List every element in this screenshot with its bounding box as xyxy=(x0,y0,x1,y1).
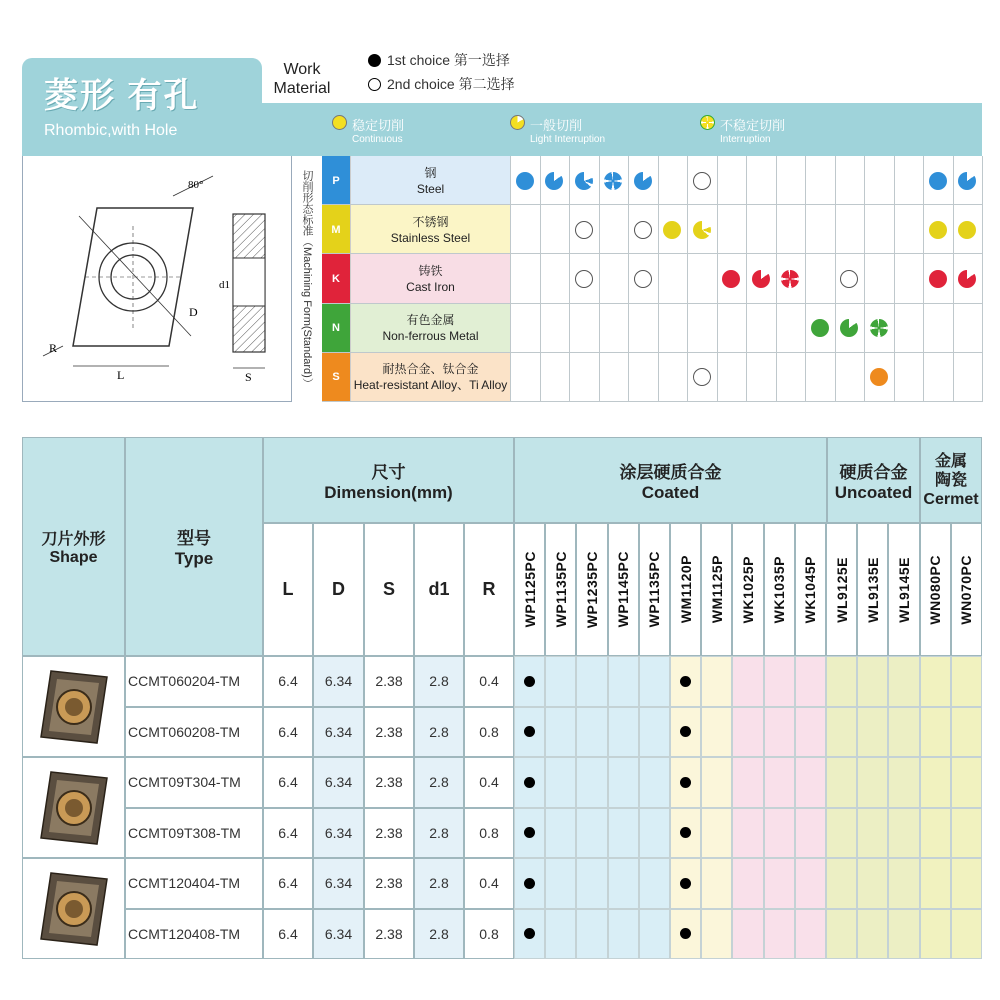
cutting-mark-full-c xyxy=(929,221,947,239)
grade-cell xyxy=(826,808,857,859)
dim-cell-r: 0.4 xyxy=(464,858,514,909)
angle-label: 80° xyxy=(188,179,204,191)
type-cell: CCMT120404-TM xyxy=(125,858,263,909)
grade-cell xyxy=(857,707,888,758)
grade-cell xyxy=(576,909,607,960)
dim-cell-s: 2.38 xyxy=(364,909,414,960)
col-divider xyxy=(953,156,954,402)
cutting-mark-open-c xyxy=(575,270,593,288)
dim-cell-r: 0.4 xyxy=(464,757,514,808)
grade-cell xyxy=(920,707,951,758)
col-divider xyxy=(540,156,541,402)
grade-cell xyxy=(608,757,639,808)
grade-cell xyxy=(732,808,763,859)
grade-cell xyxy=(826,909,857,960)
grade-cell xyxy=(576,757,607,808)
material-name-en: Non-ferrous Metal xyxy=(382,329,479,344)
grade-cell xyxy=(764,808,795,859)
grade-cell xyxy=(670,909,701,960)
cutting-mark-full-c xyxy=(958,221,976,239)
dim-cell-s: 2.38 xyxy=(364,656,414,707)
material-name-en: Stainless Steel xyxy=(390,230,471,245)
grade-header xyxy=(545,523,576,656)
col-divider xyxy=(746,156,747,402)
col-divider xyxy=(982,156,983,402)
grade-cell xyxy=(888,757,919,808)
first-choice-dot xyxy=(524,726,535,737)
grade-cell xyxy=(857,909,888,960)
grade-label: WM1125P xyxy=(708,555,725,624)
title-english: Rhombic,with Hole xyxy=(44,122,178,139)
grade-header xyxy=(639,523,670,656)
grade-cell xyxy=(795,656,826,707)
cutting-mark-light-c xyxy=(575,172,593,190)
grade-label: WP1125PC xyxy=(521,551,538,628)
cutting-mark-light-c xyxy=(693,221,711,239)
grade-cell xyxy=(732,757,763,808)
first-choice-dot xyxy=(524,878,535,889)
col-divider xyxy=(599,156,600,402)
dim-cell-d: 6.34 xyxy=(313,858,364,909)
grade-cell xyxy=(951,757,982,808)
material-name-cn: 不锈钢 xyxy=(412,214,449,229)
dim-cell-l: 6.4 xyxy=(263,656,313,707)
first-choice-legend: 1st choice 第一选择 xyxy=(368,50,515,70)
grade-cell xyxy=(514,707,545,758)
dim-cell-s: 2.38 xyxy=(364,808,414,859)
material-name-cn: 钢 xyxy=(424,165,437,180)
cermet-header: 金属陶瓷 Cermet xyxy=(920,437,982,523)
grade-label: WL9145E xyxy=(895,556,912,623)
material-code-k: K xyxy=(322,254,350,303)
hole-diameter-label: d1 xyxy=(219,279,230,291)
grade-cell xyxy=(857,808,888,859)
cutting-mark-full-c xyxy=(870,368,888,386)
grade-label: WP1135PC xyxy=(552,551,569,628)
grade-header xyxy=(920,523,951,656)
first-choice-dot xyxy=(680,827,691,838)
cutting-mark-full-c xyxy=(811,319,829,337)
material-name-cn: 铸铁 xyxy=(418,263,443,278)
col-divider xyxy=(628,156,629,402)
uncoated-header: 硬质合金 Uncoated xyxy=(827,437,920,523)
cutting-mark-open-c xyxy=(693,172,711,190)
dim-column-s: S xyxy=(364,523,414,656)
cutting-mark-open-c xyxy=(634,221,652,239)
grade-cell xyxy=(888,909,919,960)
grade-cell xyxy=(670,707,701,758)
material-name-en: Cast Iron xyxy=(406,279,455,294)
insert-diagram xyxy=(23,156,293,402)
choice-legend xyxy=(368,50,515,94)
col-divider xyxy=(835,156,836,402)
grade-cell xyxy=(764,858,795,909)
grade-cell xyxy=(795,757,826,808)
dim-cell-d: 6.34 xyxy=(313,707,364,758)
grade-cell xyxy=(920,656,951,707)
first-choice-dot xyxy=(524,777,535,788)
dimension-header: 尺寸 Dimension(mm) xyxy=(263,437,514,523)
first-choice-dot xyxy=(680,676,691,687)
grade-label: WL9135E xyxy=(864,556,881,623)
cutting-mark-full-c xyxy=(663,221,681,239)
grade-label: WP1235PC xyxy=(583,550,600,629)
second-choice-legend: 2nd choice 第二选择 xyxy=(368,74,515,94)
grade-cell xyxy=(514,757,545,808)
dim-column-r: R xyxy=(464,523,514,656)
dim-cell-s: 2.38 xyxy=(364,757,414,808)
grade-label: WP1135PC xyxy=(646,551,663,628)
grade-cell xyxy=(951,858,982,909)
grade-header xyxy=(857,523,888,656)
grade-cell xyxy=(670,656,701,707)
title-chinese: 菱形 有孔 xyxy=(44,77,200,115)
first-choice-dot xyxy=(680,878,691,889)
condition-light-interruption: 一般切削 Light Interruption xyxy=(510,115,605,145)
dim-cell-r: 0.8 xyxy=(464,707,514,758)
col-divider xyxy=(569,156,570,402)
grade-cell xyxy=(857,858,888,909)
grade-cell xyxy=(608,858,639,909)
first-choice-dot xyxy=(524,827,535,838)
grade-header xyxy=(514,523,545,656)
grade-header xyxy=(764,523,795,656)
material-code-n: N xyxy=(322,304,350,353)
grade-header xyxy=(951,523,982,656)
grade-cell xyxy=(888,808,919,859)
grade-cell xyxy=(639,909,670,960)
grade-cell xyxy=(576,858,607,909)
col-divider xyxy=(864,156,865,402)
col-divider xyxy=(776,156,777,402)
type-cell: CCMT060204-TM xyxy=(125,656,263,707)
light-interruption-icon xyxy=(510,115,525,130)
grade-cell xyxy=(920,909,951,960)
grade-cell xyxy=(639,757,670,808)
grade-cell xyxy=(826,757,857,808)
grade-cell xyxy=(639,808,670,859)
grade-cell xyxy=(670,808,701,859)
grade-cell xyxy=(608,707,639,758)
grade-cell xyxy=(608,808,639,859)
cutting-mark-full-c xyxy=(516,172,534,190)
grade-cell xyxy=(857,656,888,707)
col-divider xyxy=(894,156,895,402)
col-divider xyxy=(923,156,924,402)
dim-cell-d1: 2.8 xyxy=(414,808,464,859)
type-header: 型号 Type xyxy=(125,437,263,656)
grade-cell xyxy=(795,707,826,758)
grade-header xyxy=(701,523,732,656)
grade-cell xyxy=(701,909,732,960)
cutting-mark-cont-c xyxy=(958,270,976,288)
grade-cell xyxy=(545,757,576,808)
dim-cell-d: 6.34 xyxy=(313,909,364,960)
grade-cell xyxy=(670,858,701,909)
grade-cell xyxy=(701,656,732,707)
material-name-en: Steel xyxy=(416,181,445,196)
insert-drawing xyxy=(22,156,292,402)
grade-cell xyxy=(701,858,732,909)
cutting-mark-cont-c xyxy=(634,172,652,190)
grade-cell xyxy=(795,808,826,859)
cutting-mark-cont-c xyxy=(545,172,563,190)
cutting-mark-interrupt xyxy=(781,270,799,288)
grade-header xyxy=(826,523,857,656)
dim-cell-d1: 2.8 xyxy=(414,707,464,758)
dim-cell-r: 0.8 xyxy=(464,808,514,859)
grade-header xyxy=(888,523,919,656)
dim-cell-r: 0.4 xyxy=(464,656,514,707)
material-name-cn: 耐热合金、钛合金 xyxy=(382,362,479,377)
row-divider xyxy=(322,401,982,402)
grade-cell xyxy=(920,858,951,909)
cutting-mark-open-full xyxy=(575,221,593,239)
material-name-en: Heat-resistant Alloy、Ti Alloy xyxy=(353,378,508,393)
insert-shape-image xyxy=(22,858,125,959)
grade-cell xyxy=(732,909,763,960)
dim-cell-l: 6.4 xyxy=(263,757,313,808)
type-cell: CCMT060208-TM xyxy=(125,707,263,758)
dim-cell-d: 6.34 xyxy=(313,656,364,707)
grade-cell xyxy=(576,707,607,758)
first-choice-dot xyxy=(680,777,691,788)
cutting-mark-open-c xyxy=(693,368,711,386)
grade-cell xyxy=(514,656,545,707)
filled-circle-icon xyxy=(368,54,381,67)
grade-header xyxy=(732,523,763,656)
dim-cell-d1: 2.8 xyxy=(414,858,464,909)
dim-cell-r: 0.8 xyxy=(464,909,514,960)
insert-shape-image xyxy=(22,656,125,757)
dim-cell-d1: 2.8 xyxy=(414,909,464,960)
grade-label: WN070PC xyxy=(958,554,975,625)
dim-column-l: L xyxy=(263,523,313,656)
grade-cell xyxy=(545,909,576,960)
type-cell: CCMT120408-TM xyxy=(125,909,263,960)
grade-cell xyxy=(576,656,607,707)
grade-cell xyxy=(701,808,732,859)
insert-shape-image xyxy=(22,757,125,858)
grade-cell xyxy=(576,808,607,859)
grade-cell xyxy=(888,707,919,758)
grade-cell xyxy=(670,757,701,808)
material-name xyxy=(350,205,510,254)
grade-cell xyxy=(514,909,545,960)
first-choice-dot xyxy=(524,928,535,939)
first-choice-dot xyxy=(680,928,691,939)
condition-continuous: 稳定切削 Continuous xyxy=(332,115,404,145)
grade-cell xyxy=(608,656,639,707)
length-label: L xyxy=(117,368,125,382)
continuous-cut-icon xyxy=(332,115,347,130)
grade-cell xyxy=(826,858,857,909)
dim-column-d: D xyxy=(313,523,364,656)
grade-cell xyxy=(795,909,826,960)
dim-cell-d1: 2.8 xyxy=(414,656,464,707)
open-circle-icon xyxy=(368,78,381,91)
col-divider xyxy=(717,156,718,402)
grade-cell xyxy=(701,707,732,758)
grade-label: WP1145PC xyxy=(615,551,632,628)
material-code-m: M xyxy=(322,205,350,254)
grade-cell xyxy=(608,909,639,960)
grade-cell xyxy=(639,656,670,707)
grade-cell xyxy=(951,808,982,859)
grade-cell xyxy=(545,707,576,758)
dim-cell-l: 6.4 xyxy=(263,808,313,859)
grade-header xyxy=(670,523,701,656)
grade-cell xyxy=(951,909,982,960)
grade-cell xyxy=(951,707,982,758)
cutting-mark-cont-c xyxy=(840,319,858,337)
col-divider xyxy=(687,156,688,402)
grade-cell xyxy=(514,858,545,909)
grade-cell xyxy=(639,707,670,758)
dim-cell-l: 6.4 xyxy=(263,858,313,909)
interruption-icon xyxy=(700,115,715,130)
grade-cell xyxy=(826,656,857,707)
grade-cell xyxy=(514,808,545,859)
machining-form-label: 切削形态标准（Machining Form(Standard)） xyxy=(301,169,313,389)
dim-cell-s: 2.38 xyxy=(364,707,414,758)
material-name xyxy=(350,304,510,353)
grade-cell xyxy=(888,858,919,909)
grade-cell xyxy=(920,808,951,859)
grade-cell xyxy=(545,858,576,909)
dim-cell-s: 2.38 xyxy=(364,858,414,909)
cutting-mark-full-c xyxy=(929,172,947,190)
grade-header xyxy=(608,523,639,656)
cutting-mark-cont-c xyxy=(958,172,976,190)
first-choice-dot xyxy=(524,676,535,687)
type-cell: CCMT09T308-TM xyxy=(125,808,263,859)
dim-cell-d: 6.34 xyxy=(313,808,364,859)
cutting-mark-open-c xyxy=(634,270,652,288)
condition-interruption: 不稳定切削 Interruption xyxy=(700,115,785,145)
grade-cell xyxy=(545,656,576,707)
grade-cell xyxy=(764,707,795,758)
grade-label: WK1045P xyxy=(802,555,819,624)
diameter-label: D xyxy=(189,305,198,319)
material-name xyxy=(350,254,510,303)
grade-cell xyxy=(545,808,576,859)
grade-label: WK1035P xyxy=(771,555,788,624)
grade-label: WK1025P xyxy=(739,555,756,624)
dim-cell-l: 6.4 xyxy=(263,707,313,758)
dim-cell-l: 6.4 xyxy=(263,909,313,960)
grade-cell xyxy=(795,858,826,909)
grade-cell xyxy=(701,757,732,808)
first-choice-dot xyxy=(680,726,691,737)
grade-label: WN080PC xyxy=(927,554,944,625)
col-divider xyxy=(658,156,659,402)
dim-cell-d: 6.34 xyxy=(313,757,364,808)
radius-label: R xyxy=(49,341,58,355)
material-code-p: P xyxy=(322,156,350,205)
grade-label: WM1120P xyxy=(677,555,694,624)
material-name xyxy=(350,156,510,205)
grade-cell xyxy=(764,909,795,960)
grade-cell xyxy=(857,757,888,808)
cutting-mark-open-c xyxy=(840,270,858,288)
dim-cell-d1: 2.8 xyxy=(414,757,464,808)
cutting-mark-interrupt xyxy=(604,172,622,190)
cutting-mark-interrupt xyxy=(870,319,888,337)
col-divider xyxy=(805,156,806,402)
cutting-mark-full-c xyxy=(929,270,947,288)
grade-cell xyxy=(732,656,763,707)
grade-cell xyxy=(951,656,982,707)
grade-cell xyxy=(920,757,951,808)
grade-header xyxy=(795,523,826,656)
grade-header xyxy=(576,523,607,656)
thickness-label: S xyxy=(245,370,252,384)
cutting-mark-cont-c xyxy=(752,270,770,288)
cutting-mark-full-c xyxy=(722,270,740,288)
grade-cell xyxy=(764,757,795,808)
material-code-s: S xyxy=(322,353,350,402)
grade-cell xyxy=(826,707,857,758)
shape-header: 刀片外形 Shape xyxy=(22,437,125,656)
grade-cell xyxy=(764,656,795,707)
coated-header: 涂层硬质合金 Coated xyxy=(514,437,827,523)
grade-label: WL9125E xyxy=(833,556,850,623)
grade-cell xyxy=(732,858,763,909)
col-divider xyxy=(510,156,511,402)
work-material-label: Work Material xyxy=(273,61,331,97)
grade-cell xyxy=(639,858,670,909)
grade-cell xyxy=(888,656,919,707)
dim-column-d1: d1 xyxy=(414,523,464,656)
grade-cell xyxy=(732,707,763,758)
type-cell: CCMT09T304-TM xyxy=(125,757,263,808)
material-name-cn: 有色金属 xyxy=(406,313,455,328)
material-name xyxy=(350,353,510,402)
